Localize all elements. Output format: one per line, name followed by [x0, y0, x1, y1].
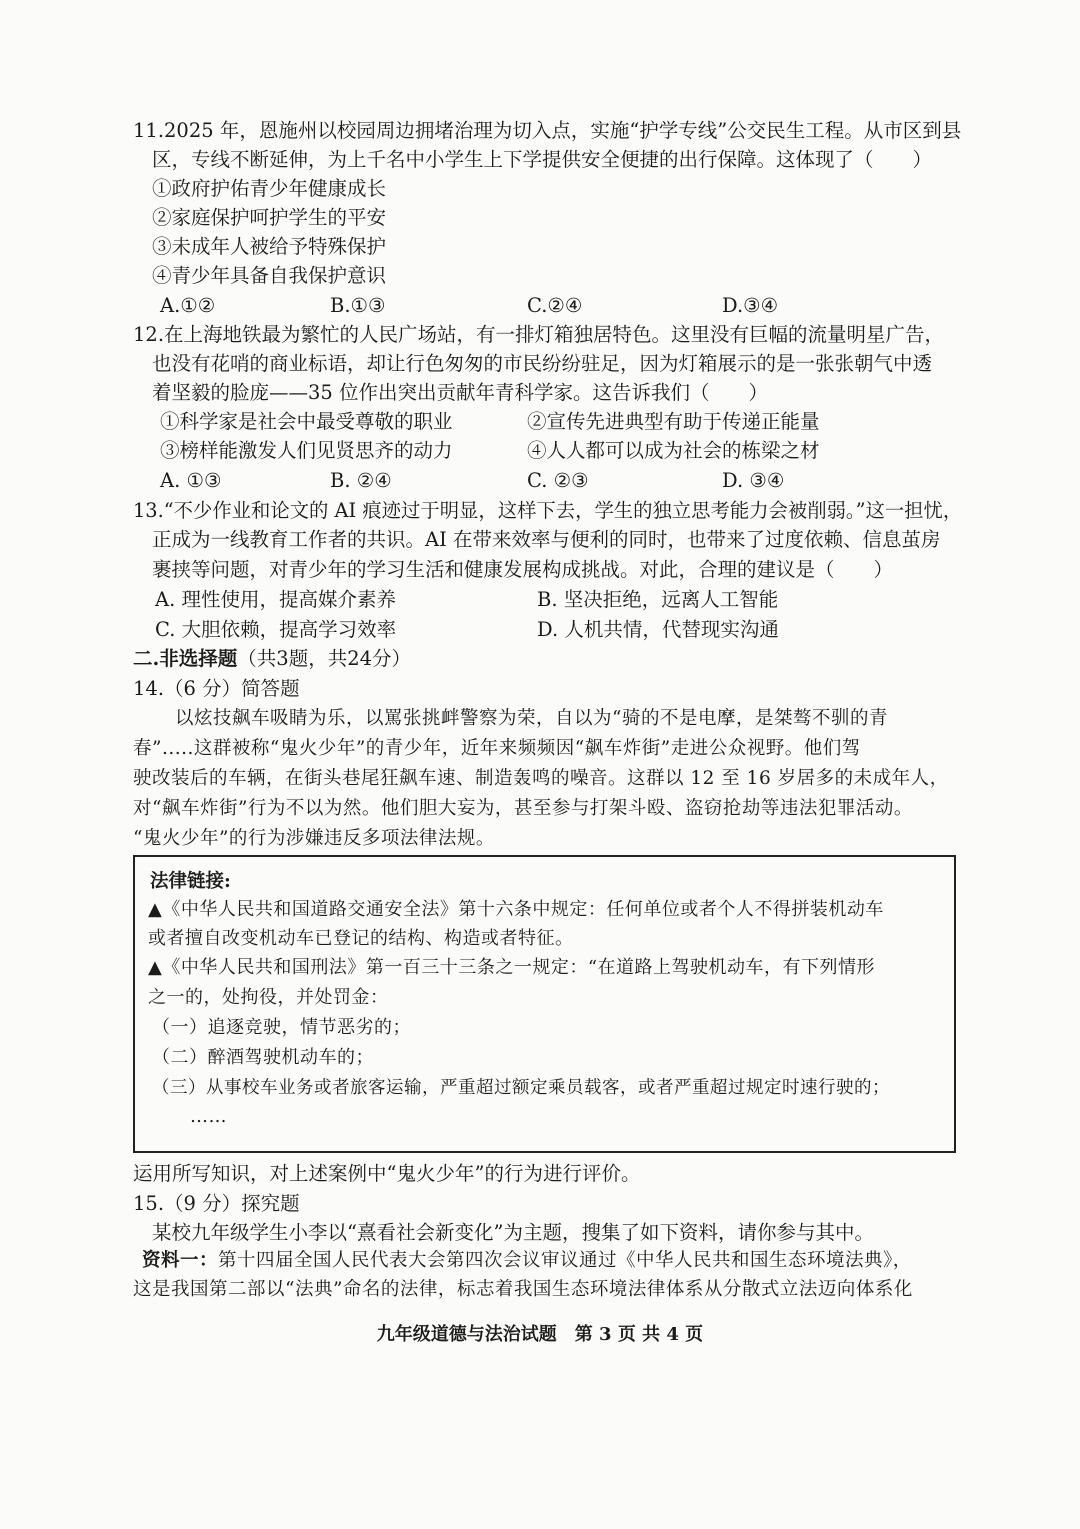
q15-heading: 15.（9 分）探究题 — [133, 1192, 300, 1215]
q15-material1-line2: 这是我国第二部以“法典”命名的法律，标志着我国生态环境法律体系从分散式立法迈向体系化 — [133, 1279, 913, 1300]
q12-choice-a: A. ①③ — [160, 469, 222, 492]
law-box-line5: （一）追逐竞驶，情节恶劣的； — [152, 1017, 411, 1038]
q14-para-line2: 春”.....这群被称“鬼火少年”的青少年，近年来频频因“飙车炸街”走进公众视野。他们驾 — [133, 738, 861, 759]
material1-text-a: 第十四届全国人民代表大会第四次会议审议通过《中华人民共和国生态环境法典》， — [218, 1250, 912, 1271]
law-box-title: 法律链接: — [150, 871, 231, 892]
q13-choice-c: C. 大胆依赖，提高学习效率 — [155, 618, 397, 641]
q12-choice-d: D. ③④ — [722, 469, 785, 492]
q12-option-3: ③榜样能激发人们见贤思齐的动力 — [160, 439, 453, 462]
q11-stem-line2: 区，专线不断延伸，为上千名中小学生上下学提供安全便捷的出行保障。这体现了（ ） — [152, 148, 933, 171]
q11-choice-c: C.②④ — [527, 294, 583, 317]
q11-choice-d: D.③④ — [722, 294, 779, 317]
law-box-line2: 或者擅自改变机动车已登记的结构、构造或者特征。 — [148, 928, 574, 949]
q11-option-4: ④青少年具备自我保护意识 — [152, 264, 387, 287]
law-box-line6: （二）醉酒驾驶机动车的； — [152, 1047, 374, 1068]
q13-stem-line2: 正成为一线教育工作者的共识。AI 在带来效率与便利的同时，也带来了过度依赖、信息茧房 — [152, 528, 941, 551]
q11-option-3: ③未成年人被给予特殊保护 — [152, 235, 387, 258]
law-box-line4: 之一的，处拘役，并处罚金： — [148, 987, 389, 1008]
q13-choice-a: A. 理性使用，提高媒介素养 — [155, 588, 396, 611]
law-box-line1: ▲《中华人民共和国道路交通安全法》第十六条中规定：任何单位或者个人不得拼装机动车 — [148, 899, 884, 920]
q13-stem-line3: 裹挟等问题，对青少年的学习生活和健康发展构成挑战。对此，合理的建议是（ ） — [152, 558, 894, 581]
q13-stem-line1: 13.“不少作业和论文的 AI 痕迹过于明显，这样下去，学生的独立思考能力会被削弱。”这一担忧， — [133, 499, 963, 522]
q14-para-line1: 以炫技飙车吸睛为乐，以罵张挑衅警察为荣，自以为“骑的不是电摩，是桀骜不驯的青 — [175, 708, 888, 729]
q12-choice-b: B. ②④ — [330, 469, 392, 492]
page-footer: 九年级道德与法治试题 第 3 页 共 4 页 — [376, 1324, 704, 1345]
q13-choice-d: D. 人机共情，代替现实沟通 — [537, 618, 779, 641]
q15-material1-line1 — [142, 1247, 912, 1275]
q14-heading: 14.（6 分）简答题 — [133, 677, 300, 700]
q14-para-line4: 对“飙车炸街”行为不以为然。他们胆大妄为，甚至参与打架斗殴、盗窃抢劫等违法犯罪活动。 — [133, 798, 913, 819]
q13-choice-b: B. 坚决拒绝，远离人工智能 — [537, 588, 779, 611]
q11-option-1: ①政府护佑青少年健康成长 — [152, 177, 387, 200]
q12-option-4: ④人人都可以成为社会的栋梁之材 — [527, 439, 820, 462]
q15-intro: 某校九年级学生小李以“熹看社会新变化”为主题，搜集了如下资料，请你参与其中。 — [152, 1221, 874, 1244]
q11-option-2: ②家庭保护呵护学生的平安 — [152, 206, 387, 229]
q11-choice-b: B.①③ — [330, 294, 386, 317]
q14-question: 运用所写知识，对上述案例中“鬼火少年”的行为进行评价。 — [133, 1162, 641, 1185]
law-box-line3: ▲《中华人民共和国刑法》第一百三十三条之一规定：“在道路上驾驶机动车，有下列情形 — [148, 957, 876, 978]
q11-choice-a: A.①② — [160, 294, 216, 317]
section-note: （共3题，共24分） — [237, 647, 412, 670]
law-box-line7: （三）从事校车业务或者旅客运输，严重超过额定乘员载客，或者严重超过规定时速行驶的； — [152, 1078, 890, 1098]
q12-option-2: ②宣传先进典型有助于传递正能量 — [527, 410, 820, 433]
section-heading — [133, 645, 411, 673]
q12-stem-line3: 着坚毅的脸庞——35 位作出突出贡献年青科学家。这告诉我们（ ） — [152, 381, 769, 404]
q12-stem-line2: 也没有花哨的商业标语，却让行色匆匆的市民纷纷驻足，因为灯箱展示的是一张张朝气中透 — [152, 352, 933, 375]
q14-para-line3: 驶改装后的车辆，在街头巷尾狂飙车速、制造轰鸣的噪音。这群以 12 至 16 岁居多的未成年人， — [133, 768, 949, 789]
q12-option-1: ①科学家是社会中最受尊敬的职业 — [160, 410, 453, 433]
q12-choice-c: C. ②③ — [527, 469, 589, 492]
q14-para-line5: “鬼火少年”的行为涉嫌违反多项法律法规。 — [133, 828, 495, 849]
material1-label: 资料一： — [142, 1250, 219, 1271]
law-box-ellipsis: …… — [190, 1106, 227, 1127]
section-title: 二.非选择题 — [133, 647, 238, 670]
q11-stem-line1: 11.2025 年，恩施州以校园周边拥堵治理为切入点，实施“护学专线”公交民生工程。从市区到县 — [133, 119, 962, 142]
q12-stem-line1: 12.在上海地铁最为繁忙的人民广场站，有一排灯箱独居特色。这里没有巨幅的流量明星广告， — [133, 323, 945, 346]
